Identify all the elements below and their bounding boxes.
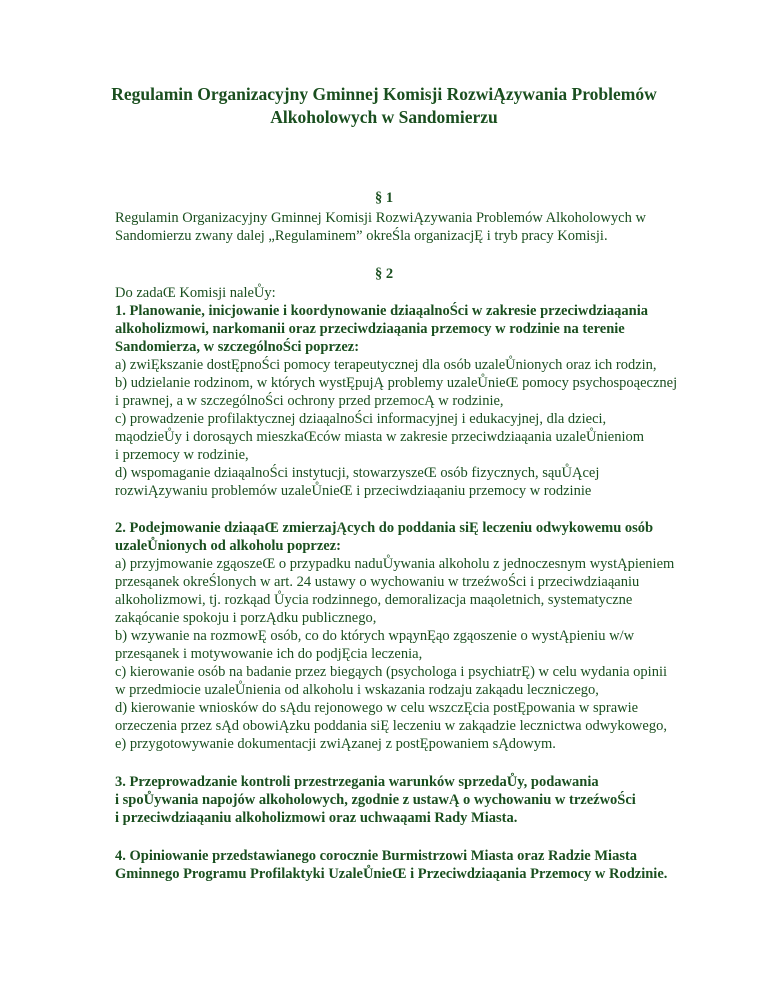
point-1-heading: 1. Planowanie, inicjowanie i koordynowanie dziaąalnoŚci w zakresie przeciwdziaąania <box>115 303 649 319</box>
point-1-heading: Sandomierza, w szczególnoŚci poprzez: <box>115 339 360 355</box>
document-title <box>60 83 708 129</box>
point-2-item: d) kierowanie wniosków do sĄdu rejonowego w celu wszczĘcia postĘpowania w sprawie <box>115 700 639 716</box>
point-1-heading: alkoholizmowi, narkomanii oraz przeciwdziaąania przemocy w rodzinie na terenie <box>115 321 625 337</box>
point-1-item: i przemocy w rodzinie, <box>115 447 249 463</box>
point-1-item: d) wspomaganie dziaąalnoŚci instytucji, stowarzyszeŒ osób fizycznych, sąuŮĄcej <box>115 465 600 481</box>
point-2-item: przesąanek i motywowanie ich do podjĘcia leczenia, <box>115 646 423 662</box>
title-line-1: Regulamin Organizacyjny Gminnej Komisji RozwiĄzywania Problemów <box>111 84 657 104</box>
point-2-item: a) przyjmowanie zgąoszeŒ o przypadku naduŮywania alkoholu z jednoczesnym wystĄpieniem <box>115 556 675 572</box>
point-1-item: a) zwiĘkszanie dostĘpnoŚci pomocy terapeutycznej dla osób uzaleŮnionych oraz ich rodzin, <box>115 357 657 373</box>
point-2-item: przesąanek okreŚlonych w art. 24 ustawy o wychowaniu w trzeźwoŚci i przeciwdziaąaniu <box>115 574 640 590</box>
point-3-text: i spoŮywania napojów alkoholowych, zgodnie z ustawĄ o wychowaniu w trzeźwoŚci <box>115 792 636 808</box>
point-3-text: 3. Przeprowadzanie kontroli przestrzegania warunków sprzedaŮy, podawania <box>115 774 599 790</box>
point-1-item: b) udzielanie rodzinom, w których wystĘpujĄ problemy uzaleŮnieŒ pomocy psychospoąecznej <box>115 375 678 391</box>
point-1-item: i prawnej, a w szczególnoŚci ochrony przed przemocĄ w rodzinie, <box>115 393 504 409</box>
point-1-item: rozwiĄzywaniu problemów uzaleŮnieŒ i przeciwdziaąaniu przemocy w rodzinie <box>115 483 592 499</box>
section-1-line: Regulamin Organizacyjny Gminnej Komisji RozwiĄzywania Problemów Alkoholowych w <box>115 210 646 226</box>
point-2-item: zakąócanie spokoju i porzĄdku publicznego, <box>115 610 377 626</box>
section-1-line: Sandomierzu zwany dalej „Regulaminem” okreŚla organizacjĘ i tryb pracy Komisji. <box>115 228 608 244</box>
point-2-item: orzeczenia przez sĄd obowiĄzku poddania siĘ leczeniu w zakąadzie lecznictwa odwykowego, <box>115 718 667 734</box>
point-3-text: i przeciwdziaąaniu alkoholizmowi oraz uchwaąami Rady Miasta. <box>115 810 518 826</box>
point-1-item: c) prowadzenie profilaktycznej dziaąalnoŚci informacyjnej i edukacyjnej, dla dzieci, <box>115 411 607 427</box>
section-1-heading: § 1 <box>374 190 394 206</box>
point-2-item: e) przygotowywanie dokumentacji zwiĄzanej z postĘpowaniem sĄdowym. <box>115 736 556 752</box>
point-2-item: alkoholizmowi, tj. rozkąad Ůycia rodzinnego, demoralizacja maąoletnich, systematyczne <box>115 592 633 608</box>
point-1-item: mąodzieŮy i dorosąych mieszkaŒców miasta w zakresie przeciwdziaąania uzaleŮnieniom <box>115 429 645 445</box>
section-2-heading: § 2 <box>374 266 394 282</box>
point-4-text: 4. Opiniowanie przedstawianego corocznie Burmistrzowi Miasta oraz Radzie Miasta <box>115 848 638 864</box>
point-2-item: c) kierowanie osób na badanie przez biegąych (psychologa i psychiatrĘ) w celu wydania opinii <box>115 664 668 680</box>
title-line-2: Alkoholowych w Sandomierzu <box>270 107 498 127</box>
point-2-item: b) wzywanie na rozmowĘ osób, co do których wpąynĘąo zgąoszenie o wystĄpieniu w/w <box>115 628 635 644</box>
point-2-heading: 2. Podejmowanie dziaąaŒ zmierzajĄcych do poddania siĘ leczeniu odwykowemu osób <box>115 520 654 536</box>
point-2-heading: uzaleŮnionych od alkoholu poprzez: <box>115 538 341 554</box>
point-2-item: w przedmiocie uzaleŮnienia od alkoholu i wskazania rodzaju zakąadu leczniczego, <box>115 682 599 698</box>
section-2-intro: Do zadaŒ Komisji naleŮy: <box>115 285 276 301</box>
point-4-text: Gminnego Programu Profilaktyki UzaleŮnieŒ i Przeciwdziaąania Przemocy w Rodzinie. <box>115 866 668 882</box>
